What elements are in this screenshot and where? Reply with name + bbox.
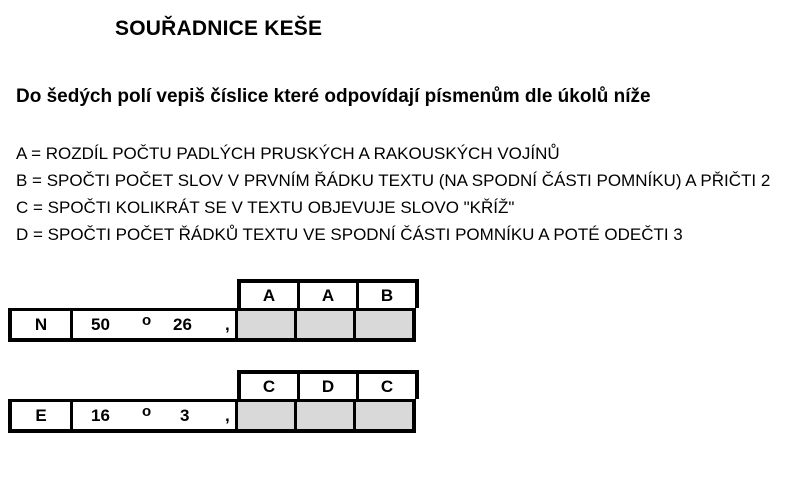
page-title: SOUŘADNICE KEŠE bbox=[115, 17, 323, 40]
letter-cell: A bbox=[241, 283, 297, 308]
letter-cell: A bbox=[300, 283, 356, 308]
longitude-row bbox=[8, 399, 416, 433]
task-d: D = SPOČTI POČET ŘÁDKŮ TEXTU VE SPODNÍ ČÁSTI POMNÍKU A POTÉ ODEČTI 3 bbox=[16, 225, 683, 244]
degree-symbol: o bbox=[142, 403, 152, 420]
coordinate-fixed-cell bbox=[73, 402, 235, 429]
instruction-text: Do šedých polí vepiš číslice které odpovídají písmenům dle úkolů níže bbox=[16, 86, 651, 107]
degrees-value: 16 bbox=[91, 406, 110, 425]
degree-symbol: o bbox=[142, 312, 152, 329]
digit-field-c[interactable] bbox=[238, 402, 294, 429]
coordinate-fixed-cell bbox=[73, 311, 235, 338]
longitude-letter-header bbox=[237, 370, 419, 399]
task-b: B = SPOČTI POČET SLOV V PRVNÍM ŘÁDKU TEXTU (NA SPODNÍ ČÁSTI POMNÍKU) A PŘIČTI 2 bbox=[16, 171, 771, 190]
letter-cell: D bbox=[300, 374, 356, 399]
direction-cell: E bbox=[12, 402, 70, 429]
digit-field-d[interactable] bbox=[297, 402, 353, 429]
digit-field-b[interactable] bbox=[356, 311, 412, 338]
task-a: A = ROZDÍL POČTU PADLÝCH PRUSKÝCH A RAKOUSKÝCH VOJÍNŮ bbox=[16, 144, 560, 163]
minutes-value: 3 bbox=[180, 406, 190, 425]
digit-field-a[interactable] bbox=[238, 311, 294, 338]
digit-field-c[interactable] bbox=[356, 402, 412, 429]
letter-cell: C bbox=[241, 374, 297, 399]
letter-cell: C bbox=[359, 374, 415, 399]
latitude-row bbox=[8, 308, 416, 342]
letter-cell: B bbox=[359, 283, 415, 308]
decimal-separator: , bbox=[225, 315, 230, 334]
minutes-value: 26 bbox=[173, 315, 192, 334]
digit-field-a[interactable] bbox=[297, 311, 353, 338]
task-c: C = SPOČTI KOLIKRÁT SE V TEXTU OBJEVUJE SLOVO "KŘÍŽ" bbox=[16, 198, 515, 217]
decimal-separator: , bbox=[225, 406, 230, 425]
task-list bbox=[16, 143, 770, 251]
direction-cell: N bbox=[12, 311, 70, 338]
latitude-letter-header bbox=[237, 279, 419, 308]
degrees-value: 50 bbox=[91, 315, 110, 334]
